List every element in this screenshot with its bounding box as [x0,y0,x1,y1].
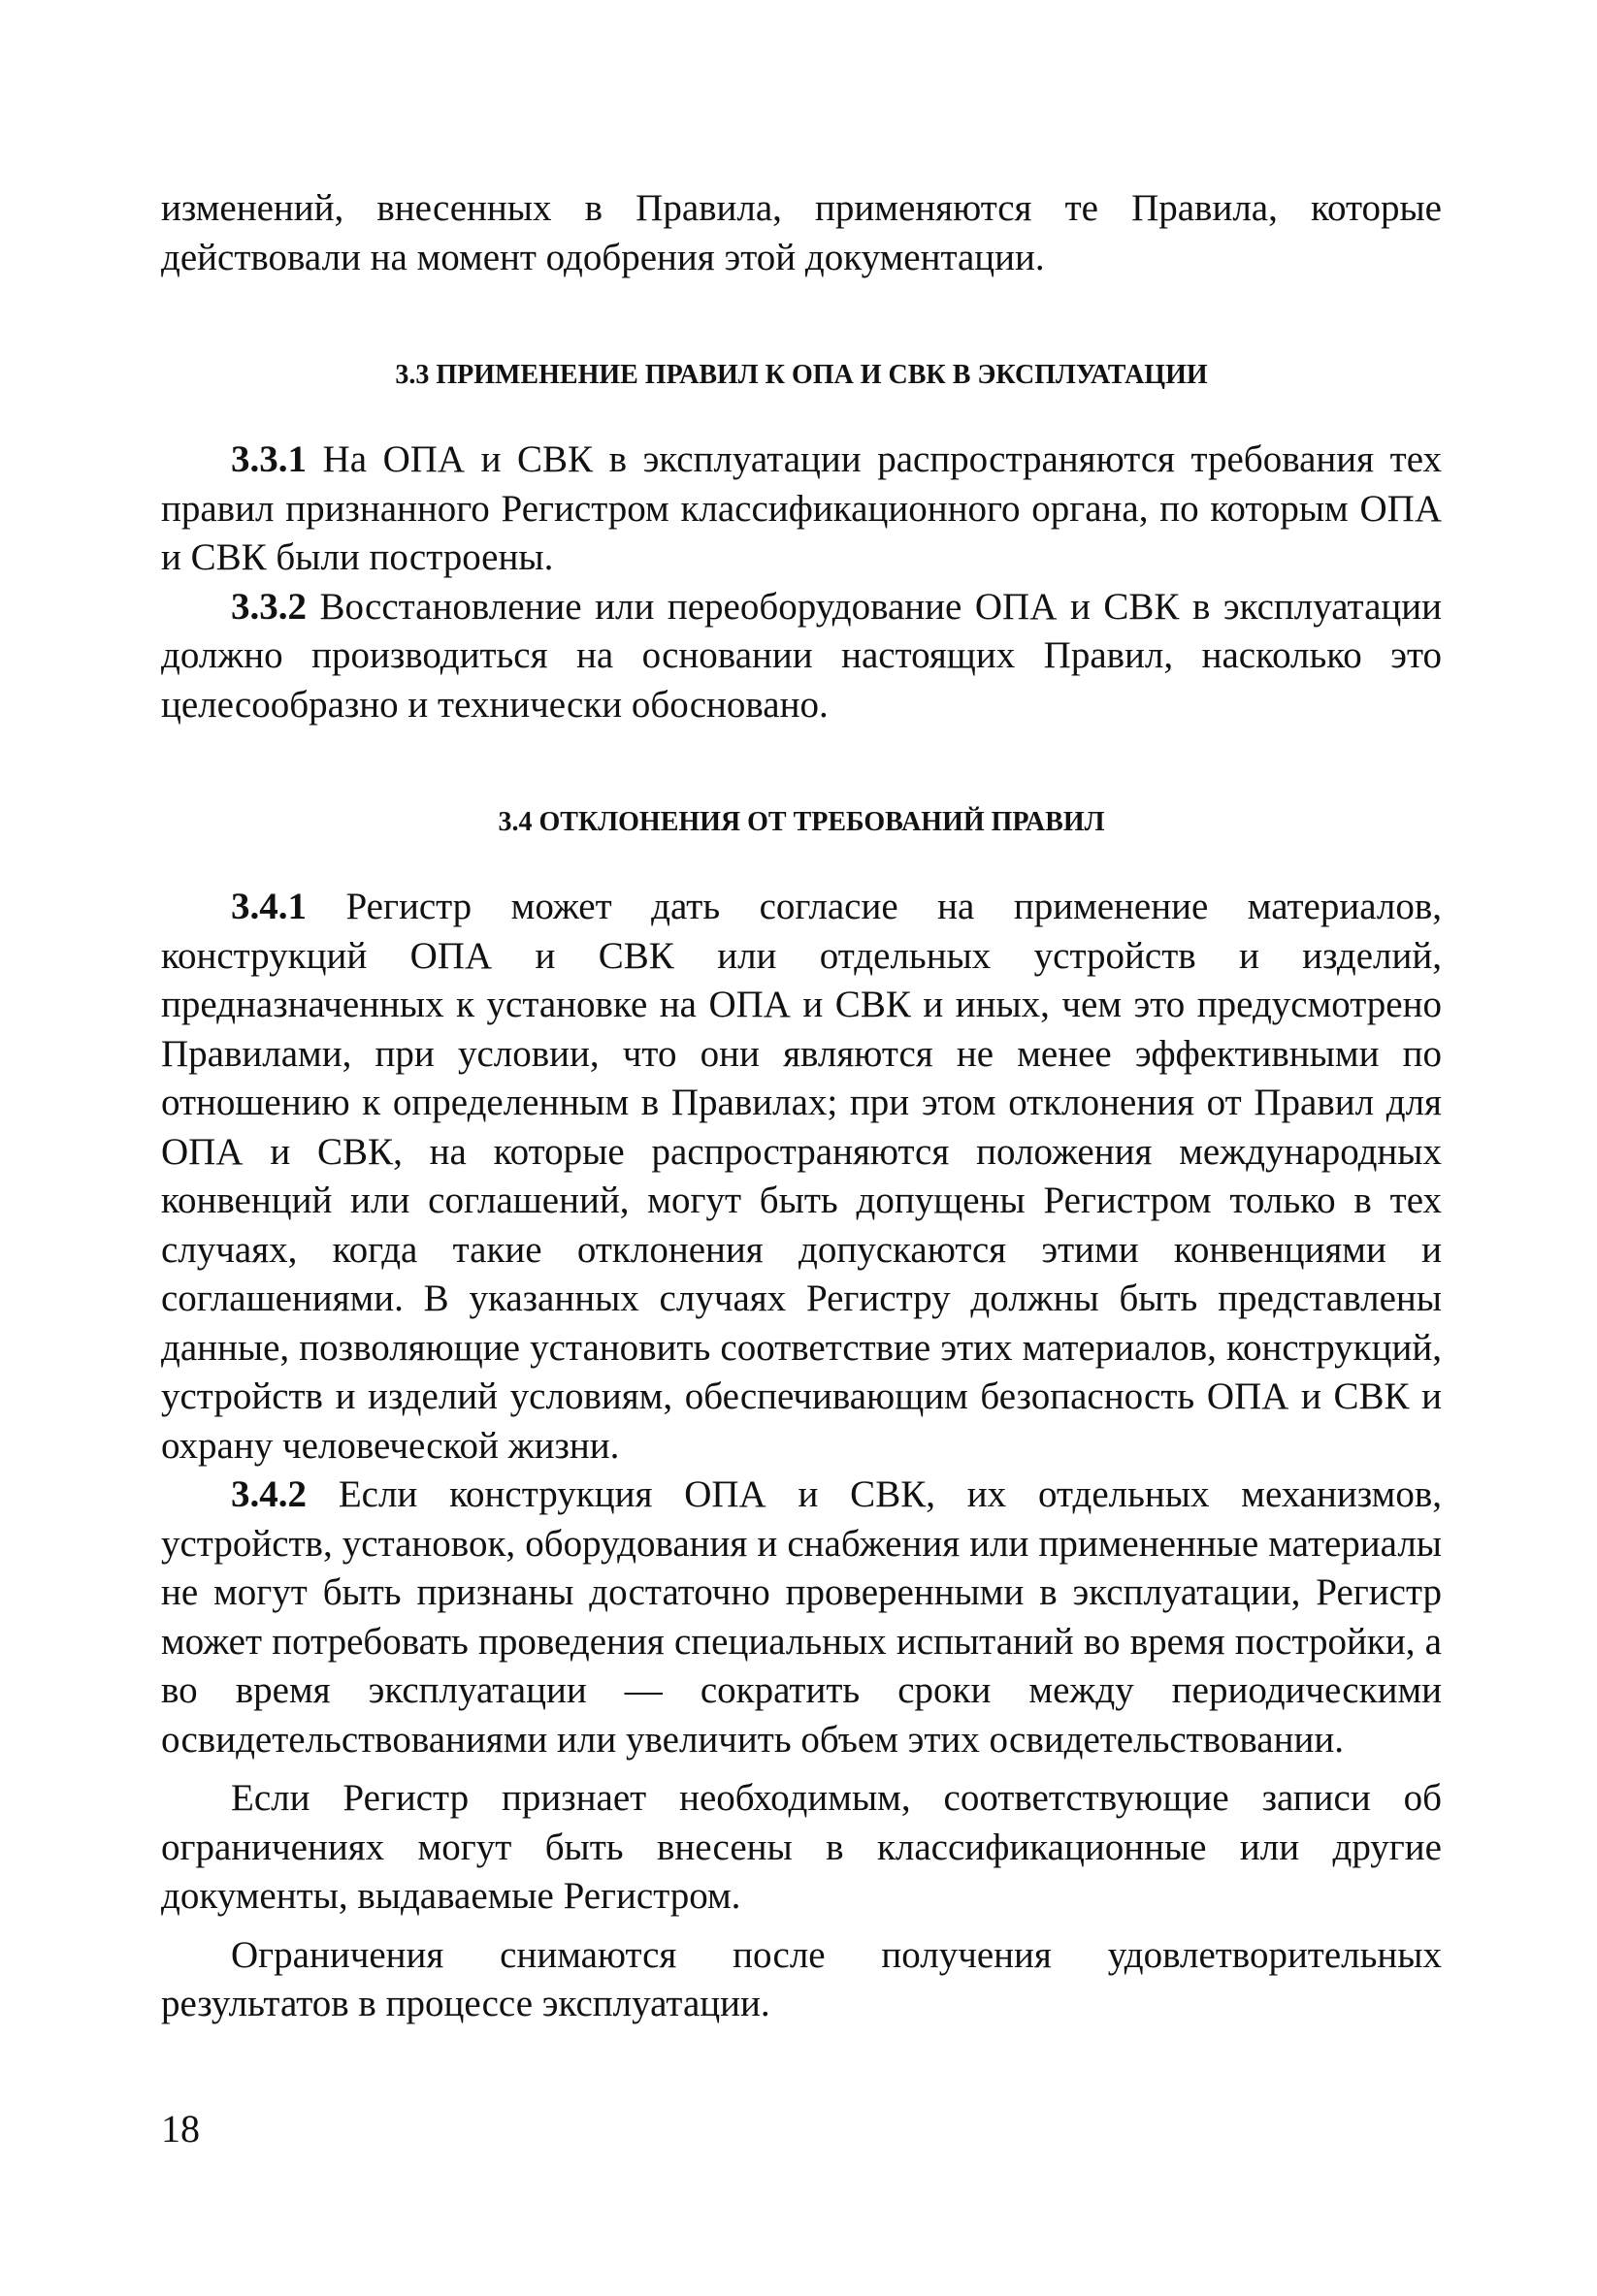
document-page [161,184,1442,2029]
paragraph-3-4-1 [161,883,1442,1471]
clause-text: Восстановление или переоборудование ОПА и СВК в эксплуатации должно производиться на основании настоящих Правил, насколько это целесообразно и технически обосновано. [161,585,1442,726]
paragraph-restrictions-removal: Ограничения снимаются после получения удовлетворительных результатов в процессе эксплуатации. [161,1933,1442,2024]
clause-number: 3.3.1 [231,438,307,480]
clause-number: 3.3.2 [231,585,307,628]
section-3-3-heading: 3.3 ПРИМЕНЕНИЕ ПРАВИЛ К ОПА И СВК В ЭКСПЛУАТАЦИИ [395,360,1208,390]
page-number: 18 [161,2107,200,2150]
paragraph-restrictions-records: Если Регистр признает необходимым, соответствующие записи об ограничениях могут быть внесены в классификационные или другие документы, выдаваемые Регистром. [161,1777,1442,1917]
clause-number: 3.4.2 [231,1473,307,1515]
intro-paragraph: изменений, внесенных в Правила, применяются те Правила, которые действовали на момент одобрения этой документации. [161,187,1442,278]
paragraph-3-3-2 [161,583,1442,730]
section-3-4-heading: 3.4 ОТКЛОНЕНИЯ ОТ ТРЕБОВАНИЙ ПРАВИЛ [498,807,1105,837]
clause-number: 3.4.1 [231,886,307,927]
paragraph-3-4-2 [161,1471,1442,1764]
paragraph-3-3-1 [161,436,1442,583]
clause-text: Если конструкция ОПА и СВК, их отдельных механизмов, устройств, установок, оборудования и снабжения или примененные материалы не могут быть признаны достаточно проверенными в эксплуатации, Регистр может потребовать проведения специальных испытаний во время постройки, а во время эксплуатации — сократить сроки между периодическими освидетельствованиями или увеличить объем этих освидетельствовании. [161,1473,1442,1761]
clause-text: Регистр может дать согласие на применение материалов, конструкций ОПА и СВК или отдельных устройств и изделий, предназначенных к установке на ОПА и СВК и иных, чем это предусмотрено Правилами, при условии, что они являются не менее эффективными по отношению к определенным в Правилах; при этом отклонения от Правил для ОПА и СВК, на которые распространяются положения международных конвенций или соглашений, могут быть допущены Регистром только в тех случаях, когда такие отклонения допускаются этими конвенциями и соглашениями. В указанных случаях Регистру должны быть представлены данные, позволяющие установить соответствие этих материалов, конструкций, устройств и изделий условиям, обеспечивающим безопасность ОПА и СВК и охрану человеческой жизни. [161,886,1442,1467]
clause-text: На ОПА и СВК в эксплуатации распространяются требования тех правил признанного Регистром классификационного органа, по которым ОПА и СВК были построены. [161,438,1442,578]
